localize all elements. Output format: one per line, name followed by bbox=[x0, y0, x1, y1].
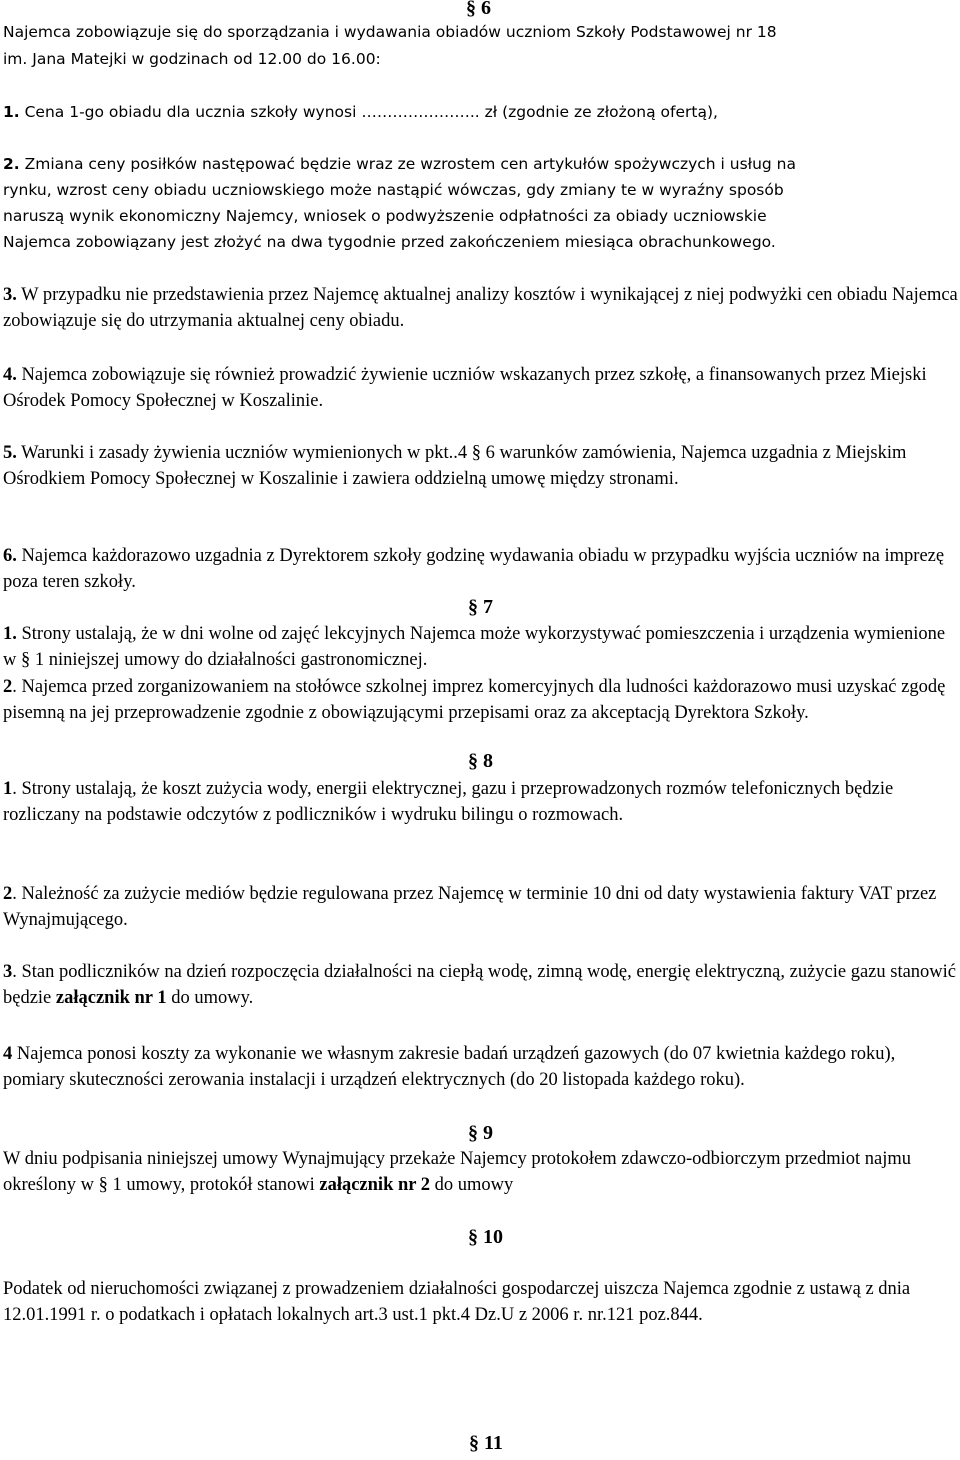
s9-text bbox=[3, 1147, 958, 1198]
s6-point-2-line-2: rynku, wzrost ceny obiadu uczniowskiego może nastąpić wówczas, gdy zmiany te w wyraźny sposób bbox=[3, 181, 784, 199]
section-heading-9: § 9 bbox=[468, 1122, 493, 1144]
s6-point-5-number: 5. bbox=[3, 443, 17, 463]
s6-point-2-line-4: Najemca zobowiązany jest złożyć na dwa tygodnie przed zakończeniem miesiąca obrachunkowego. bbox=[3, 233, 776, 251]
s6-point-4-number: 4. bbox=[3, 365, 17, 385]
s6-point-3-text: W przypadku nie przedstawienia przez Najemcę aktualnej analizy kosztów i wynikającej z niej podwyżki cen obiadu Najemca zobowiązuje się do utrzymania aktualnej ceny obiadu. bbox=[3, 285, 958, 331]
s7-point-1-text: Strony ustalają, że w dni wolne od zajęć lekcyjnych Najemca może wykorzystywać pomieszczenia i urządzenia wymienione w § 1 niniejszej umowy do działalności gastronomicznej. bbox=[3, 624, 946, 670]
section-heading-7: § 7 bbox=[468, 596, 493, 618]
s7-point-2-number: 2 bbox=[3, 677, 13, 697]
s7-point-1 bbox=[3, 622, 958, 673]
section-heading-10: § 10 bbox=[468, 1226, 503, 1248]
s8-point-1 bbox=[3, 777, 958, 828]
s6-point-1 bbox=[3, 102, 718, 122]
s6-point-2-text-1: Zmiana ceny posiłków następować będzie wraz ze wzrostem cen artykułów spożywczych i usług na bbox=[19, 155, 796, 173]
s8-point-4-number: 4 bbox=[3, 1044, 13, 1064]
s8-point-4-text: Najemca ponosi koszty za wykonanie we własnym zakresie badań urządzeń gazowych (do 07 kwietnia każdego roku), pomiary skuteczności zerowania instalacji i urządzeń elektrycznych (do 20 listopada każdego roku). bbox=[3, 1044, 896, 1090]
s6-point-2-line-3: naruszą wynik ekonomiczny Najemcy, wniosek o podwyższenie odpłatności za obiady uczniowskie bbox=[3, 207, 767, 225]
s8-point-1-text: . Strony ustalają, że koszt zużycia wody, energii elektrycznej, gazu i przeprowadzonych rozmów telefonicznych będzie rozliczany na podstawie odczytów z podliczników i wydruku bilingu o rozmowach. bbox=[3, 779, 894, 825]
s6-point-5-text: Warunki i zasady żywienia uczniów wymienionych w pkt..4 § 6 warunków zamówienia, Najemca uzgadnia z Miejskim Ośrodkiem Pomocy Społecznej w Koszalinie i zawiera oddzielną umowę między stronami. bbox=[3, 443, 907, 489]
s8-point-3 bbox=[3, 960, 958, 1011]
s6-point-2-number: 2. bbox=[3, 155, 20, 173]
s8-point-2-text: . Należność za zużycie mediów będzie regulowana przez Najemcę w terminie 10 dni od daty wystawienia faktury VAT przez Wynajmującego. bbox=[3, 884, 937, 930]
s6-point-6-text: Najemca każdorazowo uzgadnia z Dyrektorem szkoły godzinę wydawania obiadu w przypadku wyjścia uczniów na imprezę poza teren szkoły. bbox=[3, 546, 945, 592]
s6-point-5 bbox=[3, 441, 958, 492]
s6-point-1-text: Cena 1-go obiadu dla ucznia szkoły wynosi ………………….. zł (zgodnie ze złożoną ofertą), bbox=[19, 103, 718, 121]
section-heading-8: § 8 bbox=[468, 750, 493, 772]
s7-point-2-text: . Najemca przed zorganizowaniem na stołówce szkolnej imprez komercyjnych dla ludności każdorazowo musi uzyskać zgodę pisemną na jej przeprowadzenie zgodnie z obowiązującymi przepisami oraz za akceptacją Dyrektora Szkoły. bbox=[3, 677, 946, 723]
s8-point-3-number: 3 bbox=[3, 962, 13, 982]
s8-point-3-tail: do umowy. bbox=[166, 987, 254, 1008]
s9-tail: do umowy bbox=[430, 1174, 514, 1195]
s6-intro-line-2: im. Jana Matejki w godzinach od 12.00 do 16.00: bbox=[3, 50, 381, 68]
section-heading-6: § 6 bbox=[466, 0, 491, 19]
s6-point-3 bbox=[3, 283, 958, 334]
s6-point-2-line-1 bbox=[3, 154, 796, 174]
s6-point-4-text: Najemca zobowiązuje się również prowadzić żywienie uczniów wskazanych przez szkołę, a finansowanych przez Miejski Ośrodek Pomocy Społecznej w Koszalinie. bbox=[3, 365, 927, 411]
s8-point-1-number: 1 bbox=[3, 779, 13, 799]
section-heading-11: § 11 bbox=[469, 1432, 503, 1454]
s9-body: W dniu podpisania niniejszej umowy Wynajmujący przekaże Najemcy protokołem zdawczo-odbiorczym przedmiot najmu określony w § 1 umowy, protokół stanowi bbox=[3, 1149, 912, 1195]
s8-point-2 bbox=[3, 882, 958, 933]
s6-point-4 bbox=[3, 363, 958, 414]
s6-point-1-number: 1. bbox=[3, 103, 20, 121]
s8-point-2-number: 2 bbox=[3, 884, 13, 904]
s6-intro-line-1: Najemca zobowiązuje się do sporządzania i wydawania obiadów uczniom Szkoły Podstawowej nr 18 bbox=[3, 23, 777, 41]
s6-point-6 bbox=[3, 544, 958, 595]
s7-point-1-number: 1. bbox=[3, 624, 17, 644]
s6-point-6-number: 6. bbox=[3, 546, 17, 566]
s8-point-3-text: . Stan podliczników na dzień rozpoczęcia działalności na ciepłą wodę, zimną wodę, energię elektryczną, zużycie gazu stanowić będzie bbox=[3, 962, 957, 1008]
s8-attachment-1-label: załącznik nr 1 bbox=[55, 987, 167, 1008]
s8-point-4 bbox=[3, 1042, 958, 1093]
s7-point-2 bbox=[3, 675, 958, 726]
s9-attachment-2-label: załącznik nr 2 bbox=[319, 1174, 431, 1195]
s6-point-3-number: 3. bbox=[3, 285, 17, 305]
s10-text: Podatek od nieruchomości związanej z prowadzeniem działalności gospodarczej uiszcza Najemca zgodnie z ustawą z dnia 12.01.1991 r. o podatkach i opłatach lokalnych art.3 ust.1 pkt.4 Dz.U z 2006 r. nr.121 poz.844. bbox=[3, 1279, 911, 1325]
